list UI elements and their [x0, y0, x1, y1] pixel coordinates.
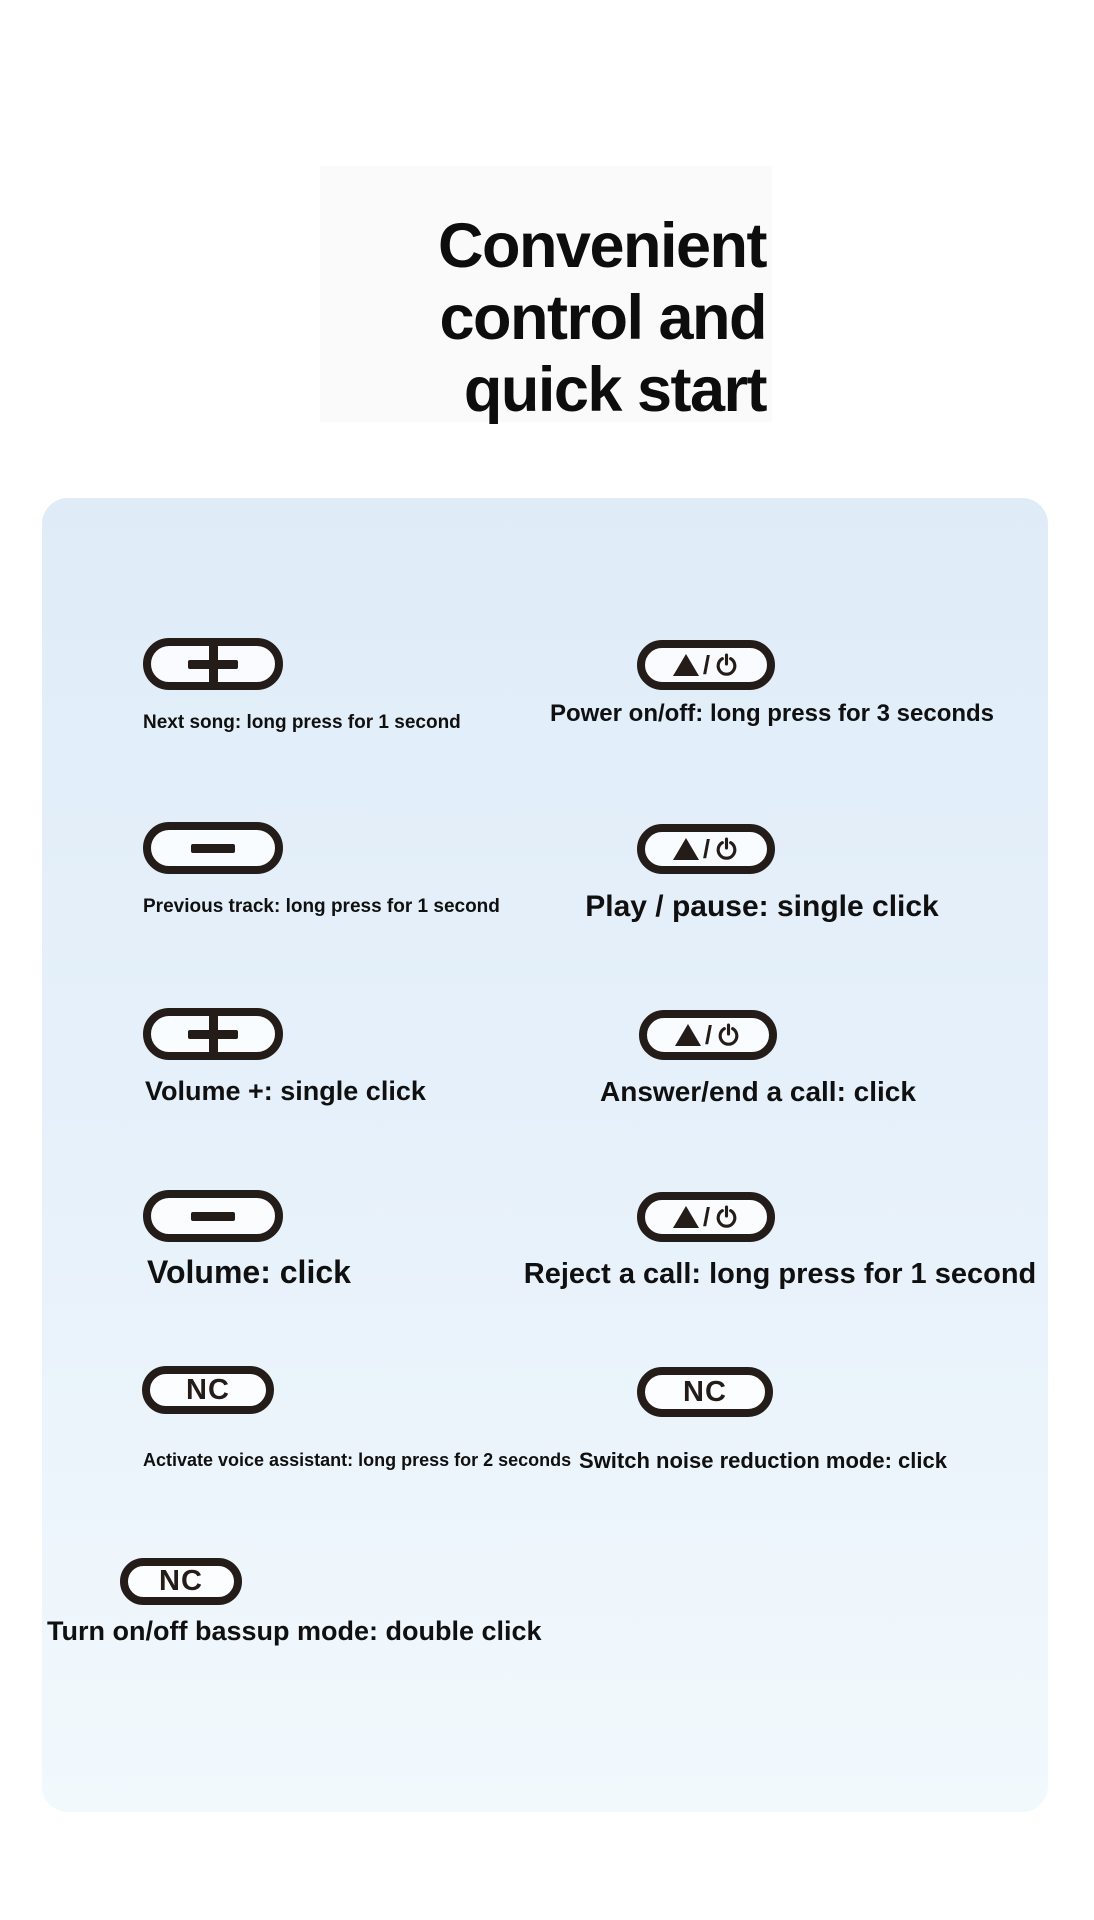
play-pause-button [637, 824, 775, 874]
noise-reduction-label: Switch noise reduction mode: click [579, 1448, 947, 1473]
volume-up-button [143, 1008, 283, 1060]
bassup-mode-button [120, 1558, 242, 1605]
nc-icon: NC [186, 1373, 230, 1406]
power-icon [714, 653, 739, 678]
noise-reduction-button [637, 1367, 773, 1417]
power-icon [714, 837, 739, 862]
reject-call-button [637, 1192, 775, 1242]
volume-down-label: Volume: click [147, 1254, 351, 1290]
title-line-2: control and [439, 283, 766, 354]
slash-separator: / [702, 650, 711, 680]
power-on-off-button [637, 640, 775, 690]
plus-icon [188, 1015, 238, 1053]
slash-separator: / [702, 834, 711, 864]
triangle-icon [673, 838, 699, 860]
play-power-icon [673, 836, 739, 862]
bassup-mode-label: Turn on/off bassup mode: double click [47, 1616, 542, 1646]
power-icon [714, 1205, 739, 1230]
previous-track-button [143, 822, 283, 874]
triangle-icon [673, 654, 699, 676]
minus-icon [191, 844, 235, 853]
minus-icon [191, 1212, 235, 1221]
play-power-icon [673, 652, 739, 678]
title-line-1: Convenient [437, 211, 766, 282]
nc-icon: NC [159, 1565, 203, 1597]
voice-assistant-button [142, 1366, 274, 1414]
nc-icon: NC [683, 1375, 727, 1408]
volume-up-label: Volume +: single click [145, 1076, 426, 1106]
plus-icon [188, 645, 238, 683]
triangle-icon [675, 1024, 701, 1046]
power-icon [716, 1023, 741, 1048]
volume-down-button [143, 1190, 283, 1242]
title-line-3: quick start [463, 355, 766, 426]
page-title [280, 210, 766, 426]
controls-card [42, 498, 1048, 1812]
play-power-icon [673, 1204, 739, 1230]
slash-separator: / [704, 1020, 713, 1050]
play-power-icon [675, 1022, 741, 1048]
reject-call-label: Reject a call: long press for 1 second [523, 1258, 1037, 1290]
play-pause-label: Play / pause: single click [585, 890, 939, 923]
answer-end-call-button [639, 1010, 777, 1060]
power-on-off-label: Power on/off: long press for 3 seconds [549, 700, 995, 727]
answer-end-call-label: Answer/end a call: click [600, 1076, 916, 1107]
next-song-label: Next song: long press for 1 second [143, 712, 461, 733]
triangle-icon [673, 1206, 699, 1228]
voice-assistant-label: Activate voice assistant: long press for 2 seconds [143, 1450, 572, 1470]
slash-separator: / [702, 1202, 711, 1232]
next-song-button [143, 638, 283, 690]
previous-track-label: Previous track: long press for 1 second [143, 896, 500, 917]
